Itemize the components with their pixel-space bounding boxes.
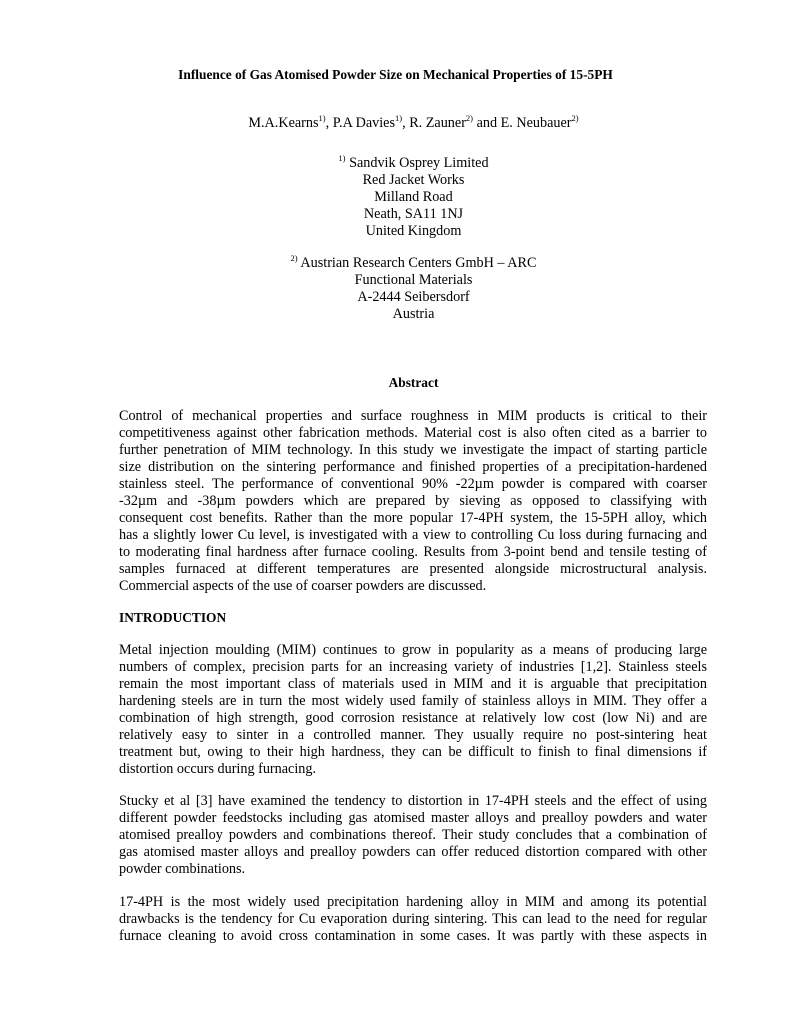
introduction-paragraph-1 [119, 642, 707, 778]
affiliation-marker: 2) [465, 113, 474, 123]
text-line: Control of mechanical properties and surface roughness in MIM products is critical to their [119, 408, 707, 424]
affiliation-marker: 1) [338, 153, 346, 163]
text-line: 17-4PH is the most widely used precipitation hardening alloy in MIM and among its potential [119, 894, 707, 910]
abstract-heading: Abstract [388, 375, 439, 390]
text-line: further penetration of MIM technology. In this study we investigate the impact of starting particle [119, 442, 707, 458]
text-line: -32µm and -38µm powders which are prepared by sieving as opposed to classifying with [119, 493, 707, 509]
introduction-paragraph-3 [119, 894, 707, 945]
text-line: Commercial aspects of the use of coarser powders are discussed. [119, 578, 487, 594]
author-separator: , [402, 115, 410, 131]
author-separator: and [473, 115, 501, 131]
text-line: powder combinations. [119, 861, 246, 877]
affiliation-line: United Kingdom [365, 223, 462, 239]
affiliation-org: Austrian Research Centers GmbH – ARC [300, 255, 537, 271]
text-line: samples furnaced at different temperatures are presented alongside microstructural analysis. [119, 561, 707, 577]
author-list [0, 114, 791, 132]
text-line: different powder feedstocks including gas atomised master alloys and prealloy powders and water [119, 810, 707, 826]
affiliation-line: Red Jacket Works [362, 172, 465, 188]
author-name: P.A Davies [332, 115, 395, 131]
text-line: Metal injection moulding (MIM) continues to grow in popularity as a means of producing large [119, 642, 707, 658]
text-line: combination of high strength, good corrosion resistance at relatively low cost (low Ni) and are [119, 710, 707, 726]
affiliation-2 [0, 255, 791, 323]
affiliation-line: Neath, SA11 1NJ [363, 206, 464, 222]
text-line: treatment but, owing to their high hardness, they can be difficult to finish to final dimensions if [119, 744, 707, 760]
affiliation-marker: 2) [571, 113, 579, 123]
affiliation-line: Milland Road [374, 189, 453, 205]
text-line: to moderating final hardness after furnace cooling. Results from 3-point bend and tensile testing of [119, 544, 707, 560]
author-name: M.A.Kearns [248, 115, 319, 131]
affiliation-line: Functional Materials [354, 272, 473, 288]
text-line: numbers of complex, precision parts for an increasing variety of industries [1,2]. Stainless steels [119, 659, 707, 675]
introduction-paragraph-2 [119, 793, 707, 878]
text-line: hardening steels are in turn the most widely used family of stainless alloys in MIM. They offer a [119, 693, 707, 709]
affiliation-marker: 1) [395, 113, 403, 123]
affiliation-marker: 2) [290, 253, 298, 263]
text-line: size distribution on the sintering performance and finished properties of a precipitation-hardened [119, 459, 707, 475]
affiliation-org: Sandvik Osprey Limited [349, 155, 489, 171]
paper-title: Influence of Gas Atomised Powder Size on Mechanical Properties of 15-5PH [178, 67, 613, 82]
text-line: remain the most important class of materials used in MIM and it is arguable that precipitation [119, 676, 707, 692]
text-line: drawbacks is the tendency for Cu evaporation during sintering. This can lead to the need for regular [119, 911, 707, 927]
text-line: competitiveness against other fabrication methods. Material cost is also often cited as a barrier to [119, 425, 707, 441]
author-separator: , [325, 115, 333, 131]
author-name: R. Zauner [409, 115, 466, 131]
affiliation-line [0, 255, 791, 272]
affiliation-line [0, 155, 791, 172]
affiliation-1 [0, 155, 791, 240]
text-line: Stucky et al [3] have examined the tendency to distortion in 17-4PH steels and the effect of using [119, 793, 707, 809]
introduction-heading: INTRODUCTION [119, 610, 227, 625]
affiliation-line: Austria [392, 306, 435, 322]
text-line: distortion occurs during furnacing. [119, 761, 317, 777]
text-line: consequent cost benefits. Rather than the more popular 17-4PH system, the 15-5PH alloy, which [119, 510, 707, 526]
text-line: furnace cleaning to avoid cross contamination in some cases. It was partly with these aspects in [119, 928, 707, 944]
text-line: relatively easy to sinter in a controlled manner. They usually require no post-sintering heat [119, 727, 707, 743]
text-line: gas atomised master alloys and prealloy powders can offer reduced distortion compared with other [119, 844, 707, 860]
text-line: has a slightly lower Cu level, is investigated with a view to controlling Cu loss during furnacing and [119, 527, 707, 543]
affiliation-marker: 1) [318, 113, 326, 123]
affiliation-line: A-2444 Seibersdorf [357, 289, 470, 305]
text-line: atomised prealloy powders and combinations thereof. Their study concludes that a combination of [119, 827, 707, 843]
author-name: E. Neubauer [500, 115, 572, 131]
abstract-paragraph [119, 408, 707, 595]
text-line: stainless steel. The performance of conventional 90% -22µm powder is compared with coarser [119, 476, 707, 492]
